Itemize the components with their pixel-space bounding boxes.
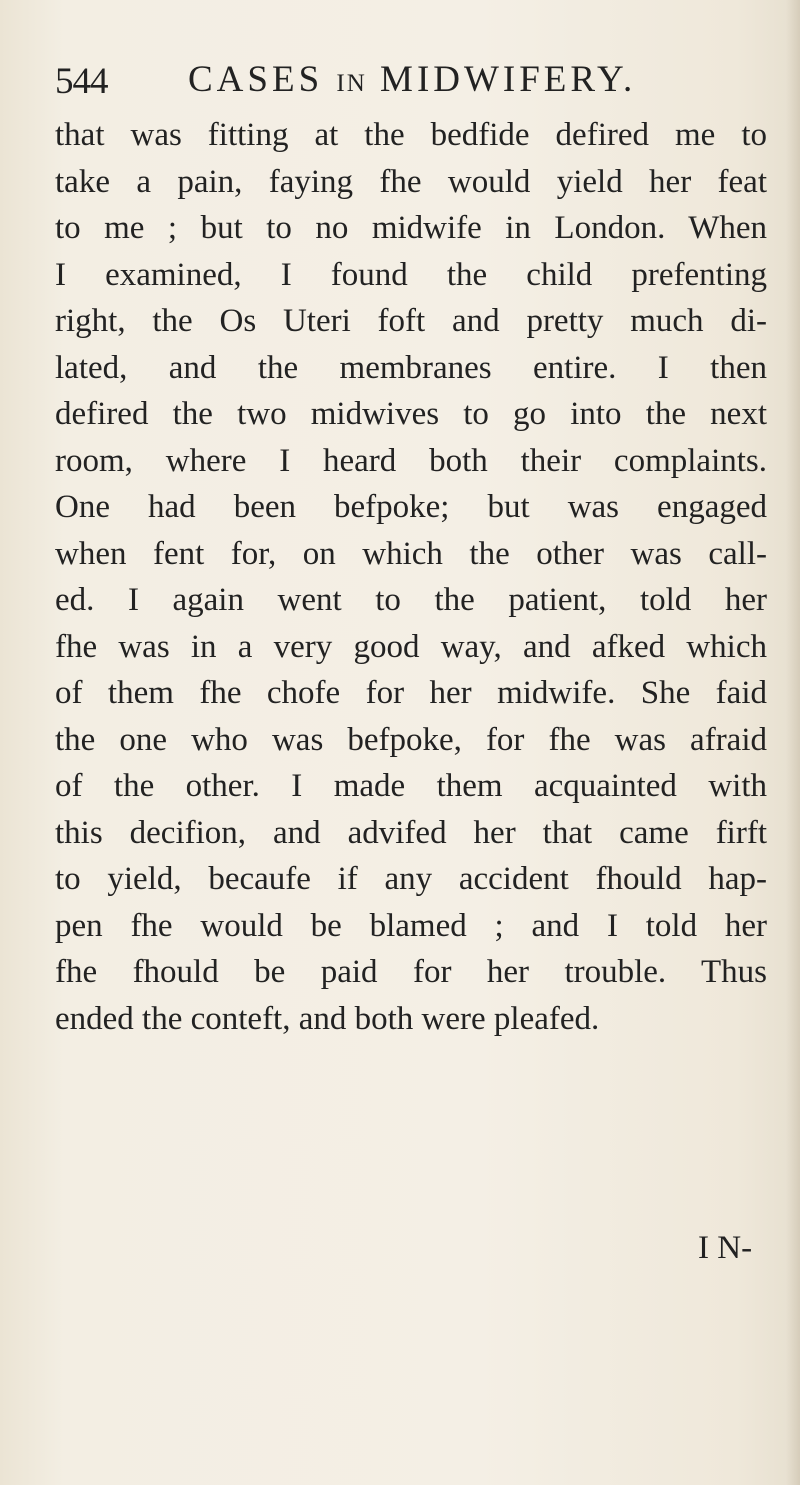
running-title bbox=[188, 58, 636, 101]
text-line: fhe was in a very good way, and afked which bbox=[55, 628, 767, 665]
text-line: to yield, becaufe if any accident fhould hap- bbox=[55, 861, 767, 897]
text-line: I examined, I found the child prefenting bbox=[55, 256, 767, 293]
text-line: to me ; but to no midwife in London. When bbox=[55, 210, 767, 246]
running-header bbox=[55, 58, 755, 108]
text-line: One had been befpoke; but was engaged bbox=[55, 489, 767, 525]
text-line: pen fhe would be blamed ; and I told her bbox=[55, 907, 767, 944]
text-line: take a pain, faying fhe would yield her feat bbox=[55, 163, 767, 200]
text-line: fhe fhould be paid for her trouble. Thus bbox=[55, 954, 767, 990]
text-line: ended the conteft, and both were pleafed. bbox=[55, 1000, 600, 1037]
running-title-word-2: IN bbox=[336, 70, 367, 97]
running-title-word-1: CASES bbox=[188, 59, 324, 100]
text-line: lated, and the membranes entire. I then bbox=[55, 349, 767, 386]
text-line: of the other. I made them acquainted with bbox=[55, 768, 767, 804]
text-line: of them fhe chofe for her midwife. She faid bbox=[55, 675, 767, 711]
text-line: ed. I again went to the patient, told her bbox=[55, 582, 767, 618]
page-number: 544 bbox=[55, 61, 108, 102]
running-title-word-3: MIDWIFERY. bbox=[380, 59, 637, 100]
text-line: defired the two midwives to go into the next bbox=[55, 396, 767, 432]
text-line: that was fitting at the bedfide defired me to bbox=[55, 117, 767, 153]
text-line: when fent for, on which the other was call- bbox=[55, 535, 767, 572]
page-edge-shadow bbox=[786, 0, 800, 1485]
text-line: the one who was befpoke, for fhe was afraid bbox=[55, 721, 767, 758]
text-line: right, the Os Uteri foft and pretty much di- bbox=[55, 303, 767, 339]
text-line: this decifion, and advifed her that came firft bbox=[55, 814, 767, 851]
text-line: room, where I heard both their complaints. bbox=[55, 442, 767, 479]
body-text bbox=[55, 112, 767, 1042]
catchword: I N- bbox=[698, 1230, 753, 1266]
